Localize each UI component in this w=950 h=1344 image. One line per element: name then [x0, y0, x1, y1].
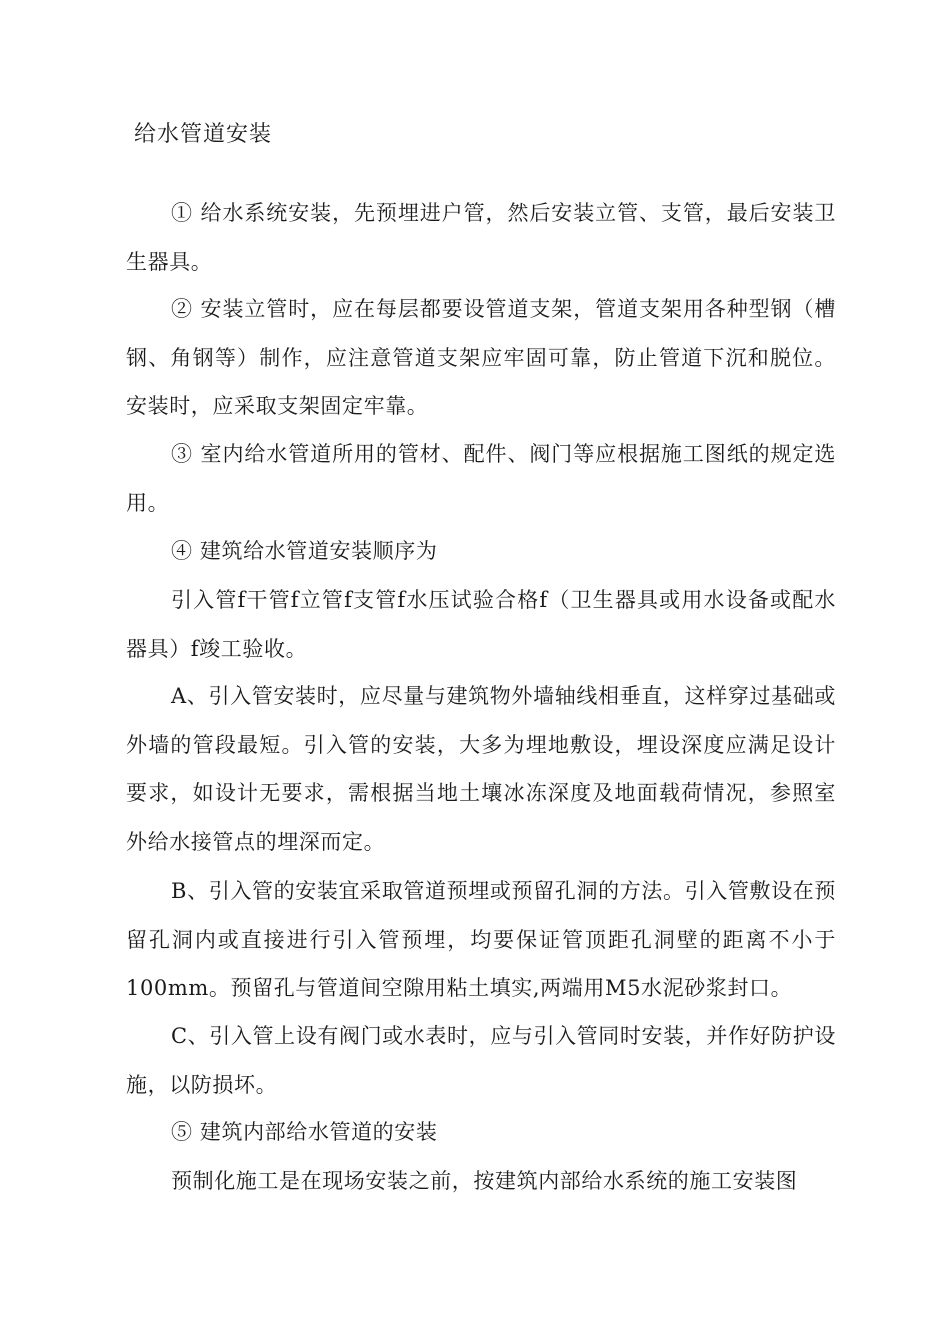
paragraph-step-3: ③ 室内给水管道所用的管材、配件、阀门等应根据施工图纸的规定选用。: [126, 442, 836, 515]
paragraph-prefabrication: 预制化施工是在现场安装之前，按建筑内部给水系统的施工安装图: [171, 1169, 798, 1193]
paragraph-step-5: ⑤ 建筑内部给水管道的安装: [171, 1120, 438, 1144]
paragraph-item-c: C、引入管上设有阀门或水表时，应与引入管同时安装，并作好防护设施，以防损坏。: [126, 1024, 836, 1097]
paragraph-install-sequence: 引入管f干管f立管f支管f水压试验合格f（卫生器具或用水设备或配水器具）f竣工验收。: [126, 588, 836, 661]
paragraph-item-a: A、引入管安装时，应尽量与建筑物外墙轴线相垂直，这样穿过基础或外墙的管段最短。引入管的安装，大多为埋地敷设，埋设深度应满足设计要求，如设计无要求，需根据当地土壤冰冻深度及地面载荷情况，参照室外给水接管点的埋深而定。: [126, 684, 836, 854]
paragraph-step-1: ① 给水系统安装，先预埋进户管，然后安装立管、支管，最后安装卫生器具。: [126, 201, 836, 274]
paragraph-item-b: B、引入管的安装宜采取管道预埋或预留孔洞的方法。引入管敷设在预留孔洞内或直接进行引入管预埋，均要保证管顶距孔洞壁的距离不小于100mm。预留孔与管道间空隙用粘土填实,两端用M5水泥砂浆封口。: [126, 879, 836, 1000]
paragraph-step-4: ④ 建筑给水管道安装顺序为: [171, 539, 438, 563]
section-title: 给水管道安装: [134, 122, 273, 147]
paragraph-step-2: ② 安装立管时，应在每层都要设管道支架，管道支架用各种型钢（槽钢、角钢等）制作，应注意管道支架应牢固可靠，防止管道下沉和脱位。安装时，应采取支架固定牢靠。: [126, 297, 836, 418]
